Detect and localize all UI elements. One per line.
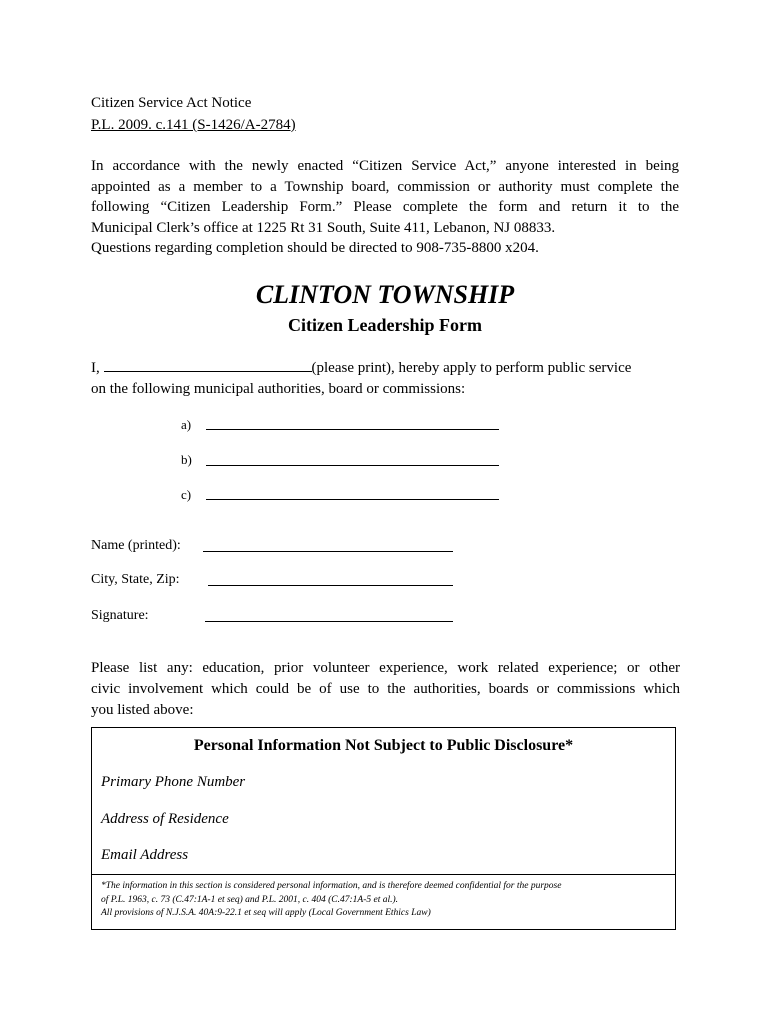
email-field[interactable]: Email Address	[101, 847, 189, 863]
private-info-heading: Personal Information Not Subject to Public Disclosure*	[193, 737, 574, 754]
primary-phone-field[interactable]: Primary Phone Number	[101, 774, 246, 790]
law-reference: P.L. 2009. c.141 (S-1426/A-2784)	[91, 117, 296, 133]
item-c-line[interactable]	[206, 499, 499, 500]
intro-line: following “Citizen Leadership Form.” Please complete the form and return it to the	[91, 199, 679, 216]
item-a-label: a)	[181, 417, 192, 432]
apply-statement	[91, 358, 681, 400]
intro-line: In accordance with the newly enacted “Citizen Service Act,” anyone interested in being	[91, 158, 679, 174]
footnote-line: All provisions of N.J.S.A. 40A:9-22.1 et seq will apply (Local Government Ethics Law)	[101, 908, 431, 918]
footnote-line: of P.L. 1963, c. 73 (C.47:1A-1 et seq) and P.L. 2001, c. 404 (C.47:1A-5 et al.).	[101, 894, 399, 905]
city-state-zip-label: City, State, Zip:	[91, 572, 180, 587]
item-a-line[interactable]	[206, 429, 499, 430]
name-printed-label: Name (printed):	[91, 538, 181, 553]
notice-title: Citizen Service Act Notice	[91, 95, 252, 111]
apply-suffix: (please print), hereby apply to perform public service	[311, 360, 632, 376]
form-title: Citizen Leadership Form	[288, 315, 482, 335]
private-info-box	[91, 727, 676, 930]
signature-label: Signature:	[91, 608, 149, 623]
box-divider	[92, 874, 675, 875]
experience-line: you listed above:	[91, 702, 194, 718]
experience-line: Please list any: education, prior volunteer experience, work related experience; or other	[91, 660, 680, 676]
township-title: CLINTON TOWNSHIP	[255, 280, 515, 309]
intro-line: Municipal Clerk’s office at 1225 Rt 31 South, Suite 411, Lebanon, NJ 08833.	[91, 219, 556, 236]
footnote-line: *The information in this section is considered personal information, and is therefore deemed confidential for the purpose	[101, 881, 562, 891]
intro-line: appointed as a member to a Township board, commission or authority must complete the	[91, 178, 679, 195]
signature-line[interactable]	[205, 621, 453, 622]
intro-paragraph	[91, 156, 679, 259]
experience-paragraph	[91, 658, 680, 721]
apply-line2: on the following municipal authorities, board or commissions:	[91, 381, 466, 397]
item-c-label: c)	[181, 487, 192, 502]
name-printed-line[interactable]	[203, 551, 453, 552]
experience-line: civic involvement which could be of use to the authorities, boards or commissions which	[91, 681, 680, 697]
item-b-label: b)	[181, 452, 192, 467]
address-field[interactable]: Address of Residence	[101, 811, 229, 827]
intro-line: Questions regarding completion should be directed to 908-735-8800 x204.	[91, 240, 539, 257]
apply-prefix: I,	[91, 360, 100, 376]
confidentiality-footnote	[101, 880, 666, 921]
applicant-name-blank[interactable]	[104, 358, 312, 372]
item-b-line[interactable]	[206, 465, 499, 466]
city-state-zip-line[interactable]	[208, 585, 453, 586]
